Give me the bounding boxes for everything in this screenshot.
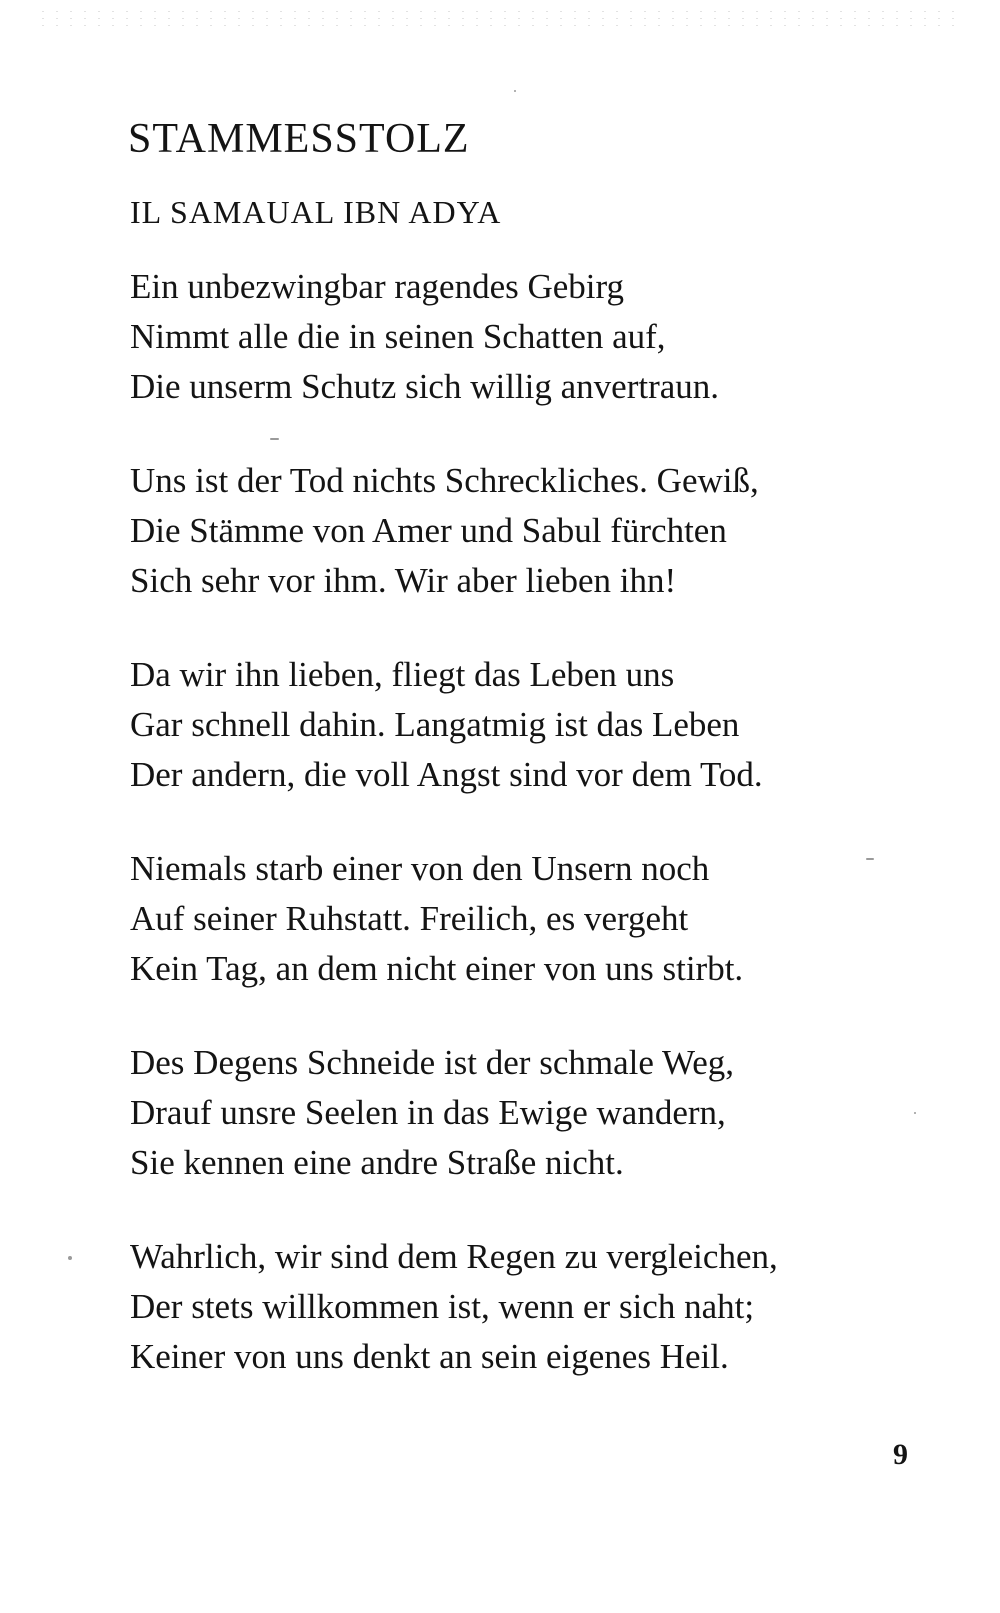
poem-line: Sich sehr vor ihm. Wir aber lieben ihn! — [130, 561, 677, 600]
stanza-5 — [130, 1038, 950, 1188]
stanza-4 — [130, 844, 950, 994]
poem-line: Auf seiner Ruhstatt. Freilich, es vergeht — [130, 899, 689, 938]
scan-noise-strip — [36, 8, 966, 26]
scan-speck — [514, 90, 516, 92]
poem-line: Keiner von uns denkt an sein eigenes Heil. — [130, 1337, 729, 1376]
poem-line: Die unserm Schutz sich willig anvertraun. — [130, 367, 720, 406]
poem-line: Drauf unsre Seelen in das Ewige wandern, — [130, 1093, 726, 1132]
poem-author: IL SAMAUAL IBN ADYA — [130, 194, 502, 230]
poem-title: STAMMESSTOLZ — [128, 116, 470, 162]
stanza-3 — [130, 650, 950, 800]
poem-line: Des Degens Schneide ist der schmale Weg, — [130, 1043, 735, 1082]
poem-body — [130, 262, 950, 1382]
poem-line: Wahrlich, wir sind dem Regen zu vergleichen, — [130, 1237, 778, 1276]
poem-line: Niemals starb einer von den Unsern noch — [130, 849, 710, 888]
page-number: 9 — [893, 1438, 908, 1471]
poem-line: Gar schnell dahin. Langatmig ist das Leben — [130, 705, 740, 744]
scan-speck — [68, 1256, 72, 1260]
poem-line: Ein unbezwingbar ragendes Gebirg — [130, 267, 625, 306]
poem-line: Uns ist der Tod nichts Schreckliches. Gewiß, — [130, 461, 759, 500]
poem-line: Da wir ihn lieben, fliegt das Leben uns — [130, 655, 675, 694]
poem-line: Der stets willkommen ist, wenn er sich naht; — [130, 1287, 755, 1326]
poem-line: Kein Tag, an dem nicht einer von uns stirbt. — [130, 949, 744, 988]
stanza-2 — [130, 456, 950, 606]
poem-line: Nimmt alle die in seinen Schatten auf, — [130, 317, 666, 356]
stanza-1 — [130, 262, 950, 412]
poem-line: Der andern, die voll Angst sind vor dem Tod. — [130, 755, 763, 794]
stanza-6 — [130, 1232, 950, 1382]
poem-line: Sie kennen eine andre Straße nicht. — [130, 1143, 624, 1182]
poem-line: Die Stämme von Amer und Sabul fürchten — [130, 511, 727, 550]
